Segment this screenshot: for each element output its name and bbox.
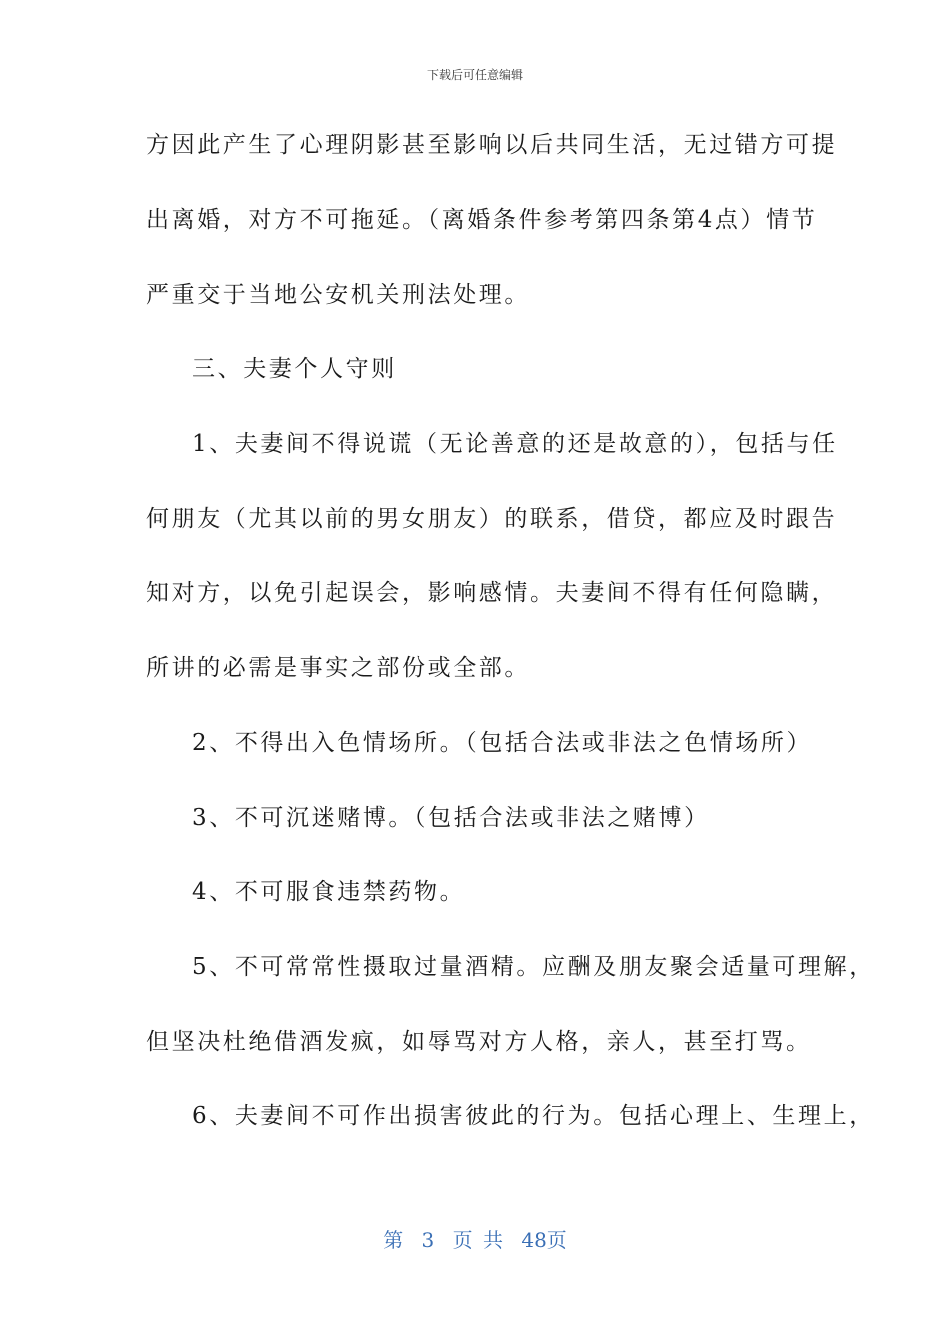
body-line: 4、不可服食违禁药物。 (192, 879, 466, 905)
body-line: 出离婚，对方不可拖延。（离婚条件参考第四条第4点）情节 (146, 207, 818, 233)
body-line: 方因此产生了心理阴影甚至影响以后共同生活，无过错方可提 (146, 132, 838, 158)
body-line: 6、夫妻间不可作出损害彼此的行为。包括心理上、生理上， (192, 1103, 875, 1129)
page-header: 下载后可任意编辑 (426, 68, 523, 82)
body-line: 知对方，以免引起误会，影响感情。夫妻间不得有任何隐瞒， (146, 580, 838, 606)
body-line: 但坚决杜绝借酒发疯，如辱骂对方人格，亲人，甚至打骂。 (146, 1029, 812, 1055)
footer-middle: 页 共 (452, 1228, 503, 1252)
body-line: 5、不可常常性摄取过量酒精。应酬及朋友聚会适量可理解， (192, 954, 875, 980)
body-line: 严重交于当地公安机关刑法处理。 (146, 282, 530, 308)
body-line: 2、不得出入色情场所。（包括合法或非法之色情场所） (192, 730, 813, 756)
footer-prefix: 第 (383, 1228, 404, 1252)
footer-total-pages: 48页 (521, 1228, 567, 1252)
body-line: 1、夫妻间不得说谎（无论善意的还是故意的），包括与任 (192, 431, 838, 457)
body-line: 所讲的必需是事实之部份或全部。 (146, 655, 530, 681)
section-heading: 三、夫妻个人守则 (192, 356, 397, 382)
page-footer (0, 1224, 950, 1253)
footer-current-page: 3 (421, 1228, 435, 1252)
body-line: 何朋友（尤其以前的男女朋友）的联系，借贷，都应及时跟告 (146, 506, 838, 532)
body-line: 3、不可沉迷赌博。（包括合法或非法之赌博） (192, 805, 710, 831)
